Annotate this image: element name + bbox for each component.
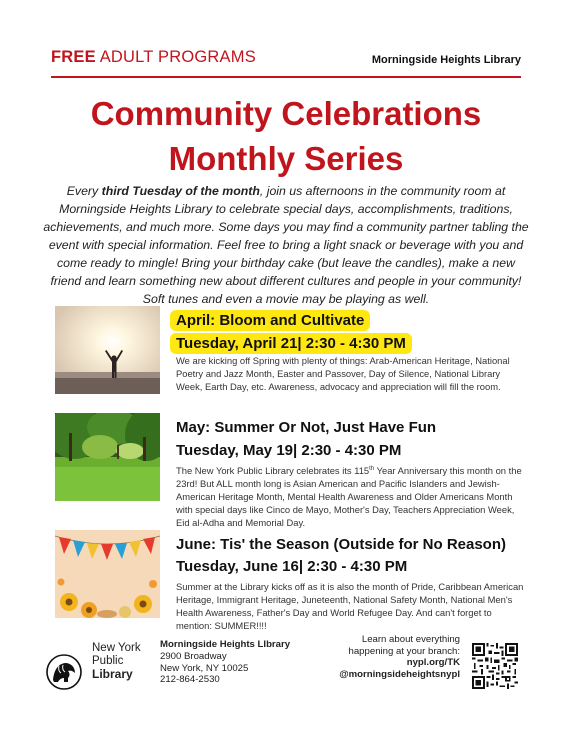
intro-paragraph [40, 182, 532, 308]
nypl-word-2: Public [92, 655, 124, 667]
june-event-title: June: Tis' the Season (Outside for No Reason) [176, 536, 507, 553]
may-event-date: Tuesday, May 19| 2:30 - 4:30 PM [176, 442, 402, 459]
may-park-photo [55, 413, 160, 501]
header-bar [51, 46, 521, 78]
april-title-text: April: Bloom and Cultivate [170, 310, 370, 331]
may-desc-part-b: Year Anniversary this month on the 23rd! But ALL month long is Asian American and Pacific Islanders and Jewish-American Heritage Month, Mental Health Awareness and Older Americans Month with special days like Cinco de Mayo, Mother's Day, Teachers Appreciation Week, Eid al-Adha and Memorial Day. [176, 465, 522, 528]
page-title-line2: Monthly Series [168, 140, 404, 177]
library-name: Morningside Heights Library [371, 54, 521, 66]
april-event-description: We are kicking off Spring with plenty of things: Arab-American Heritage, National Poetry and Jazz Month, Easter and Passover, Day of Silence, National Library Week, Earth Day, etc. Awareness, advocacy and appreciation will fill the room. [176, 355, 510, 392]
june-event-description: Summer at the Library kicks off as it is also the month of Pride, Caribbean American Heritage, Immigrant Heritage, Juneteenth, National Safety Month, National Men's Health Awareness, Father's Day and World Refugee Day. And can't forget to mention: SUMMER!!!! [176, 581, 524, 631]
june-event-date: Tuesday, June 16| 2:30 - 4:30 PM [176, 558, 408, 575]
address-city: New York, NY 10025 [160, 662, 249, 674]
intro-text-rest: , join us afternoons in the community room at Morningside Heights Library to celebrate special days, accomplishments, traditions, achievements, and much more. Some days you may find a community partner tabling the event with special information. Feel free to bring a light snack or beverage with you and come ready to mingle! Bring your birthday cake (but leave the candles), make a new friend and learn something new about different cultures and people in your community! Soft tunes and even a movie may be playing as well. [43, 184, 529, 306]
adult-programs-label: ADULT PROGRAMS [99, 48, 256, 66]
learn-url-text[interactable]: nypl.org/TK [406, 657, 460, 669]
may-event-description [176, 463, 528, 530]
intro-bold: third Tuesday of the month [101, 184, 260, 198]
address-name: Morningside Heights LIbrary [160, 639, 291, 650]
may-desc-part-a: The New York Public Library celebrates its 115 [176, 465, 370, 477]
june-party-photo [55, 530, 160, 618]
learn-url[interactable] [280, 657, 460, 669]
april-event-title [176, 311, 370, 331]
free-label: FREE [51, 48, 96, 66]
qr-code-icon[interactable] [472, 643, 518, 689]
intro-text-start: Every [66, 184, 102, 198]
learn-handle[interactable] [280, 669, 460, 681]
library-address [160, 639, 290, 686]
page-title-line1: Community Celebrations [90, 95, 482, 132]
nypl-lion-icon [46, 654, 82, 690]
nypl-word-1: New York [92, 642, 141, 654]
april-event-date [176, 334, 412, 354]
address-phone: 212-864-2530 [160, 674, 220, 686]
nypl-logo [46, 634, 166, 700]
learn-line2: happening at your branch: [348, 645, 460, 657]
may-event-title: May: Summer Or Not, Just Have Fun [176, 419, 437, 436]
address-street: 2900 Broadway [160, 650, 227, 662]
learn-line1: Learn about everything [361, 634, 460, 645]
program-label [51, 48, 256, 67]
may-desc-superscript: th [369, 466, 375, 472]
nypl-word-3: Library [92, 667, 133, 681]
april-sunrise-photo [55, 306, 160, 394]
learn-handle-text[interactable]: @morningsideheightsnypl [339, 668, 460, 680]
april-date-text: Tuesday, April 21| 2:30 - 4:30 PM [170, 333, 412, 354]
learn-more-block [280, 634, 460, 680]
